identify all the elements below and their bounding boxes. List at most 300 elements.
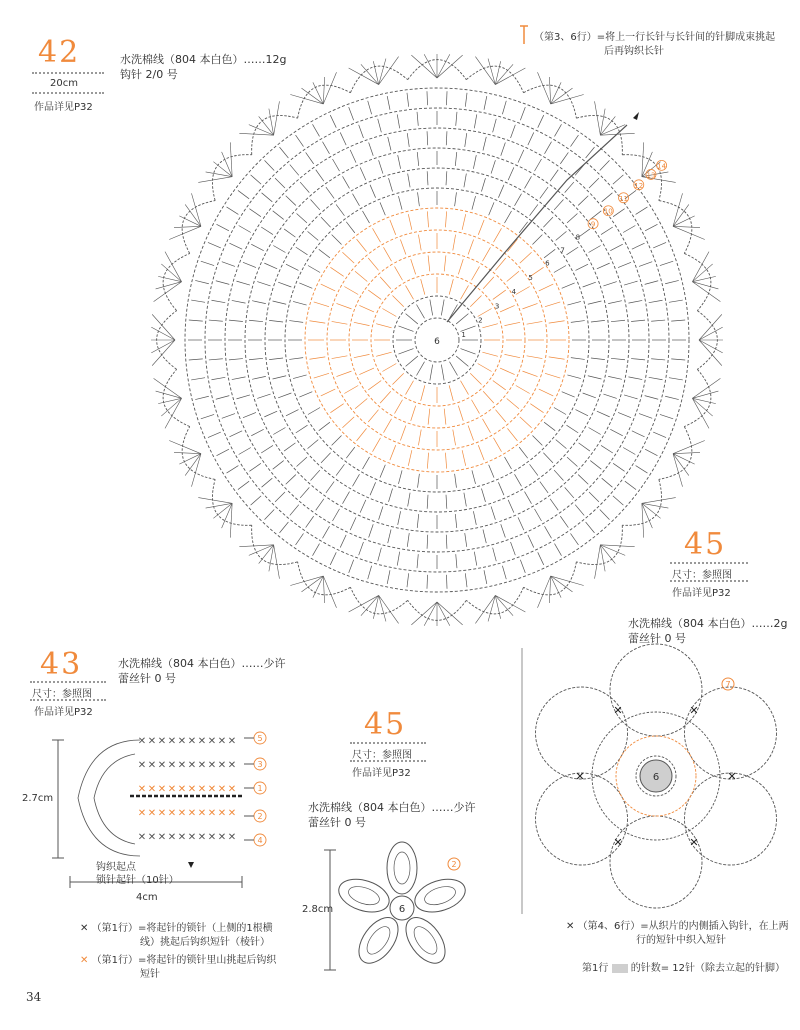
doily-stitch — [535, 509, 542, 521]
doily-stitch — [378, 548, 382, 562]
doily-stitch — [532, 435, 542, 445]
doily-stitch — [470, 295, 481, 306]
doily-stitch — [483, 419, 491, 433]
pattern-43-legend-2-text-1: （第1行）=将起针的锁针里山挑起后钩织 — [91, 955, 277, 966]
petal-inner — [394, 852, 410, 884]
doily-stitch — [583, 282, 596, 287]
single-crochet-stitch: ✕ — [137, 808, 147, 819]
doily-stitch — [511, 542, 516, 555]
doily-fan-stitch — [692, 391, 718, 398]
single-crochet-stitch: ✕ — [167, 736, 177, 747]
doily-stitch — [309, 321, 325, 323]
doily-stitch — [518, 517, 524, 530]
doily-stitch — [389, 178, 393, 191]
doily-row-number: 14 — [657, 162, 667, 171]
doily-start-arrow — [633, 112, 639, 120]
doily-stitch — [330, 552, 336, 565]
doily-stitch — [353, 474, 360, 486]
doily-stitch — [625, 481, 636, 489]
doily-fan-stitch — [551, 576, 573, 592]
doily-row-number: 5 — [528, 273, 533, 282]
doily-fan-stitch — [206, 503, 233, 508]
doily-stitch — [229, 320, 243, 321]
doily-stitch — [601, 227, 613, 235]
doily-stitch — [589, 178, 599, 188]
single-crochet-stitch: ✕ — [197, 736, 207, 747]
doily-fan-stitch — [475, 595, 495, 623]
doily-fan-stitch — [673, 226, 700, 227]
doily-stitch — [251, 175, 261, 184]
doily-stitch — [482, 352, 497, 356]
doily-stitch — [195, 280, 209, 283]
doily-stitch — [400, 426, 405, 441]
single-crochet-stitch: ✕ — [217, 784, 227, 795]
single-crochet-stitch: ✕ — [187, 784, 197, 795]
doily-stitch — [456, 314, 468, 324]
single-crochet-stitch: ✕ — [157, 736, 167, 747]
doily-stitch — [520, 252, 532, 263]
doily-stitch — [481, 488, 485, 501]
doily-stitch — [360, 167, 366, 180]
doily-stitch — [392, 295, 403, 306]
doily-stitch — [560, 516, 568, 527]
doily-fan-stitch — [424, 602, 437, 626]
doily-fan-stitch — [379, 57, 399, 85]
doily-fan-stitch — [673, 226, 705, 239]
doily-stitch — [330, 115, 336, 128]
doily-stitch — [505, 211, 512, 223]
doily-stitch — [462, 450, 466, 466]
doily-fan-stitch — [600, 545, 634, 547]
doily-stitch — [407, 533, 409, 547]
doily-stitch — [660, 261, 673, 265]
doily-stitch — [373, 438, 381, 452]
pattern-45-mid-material-hook: 蕾丝针 0 号 — [308, 816, 366, 829]
doily-fan-stitch — [165, 398, 182, 428]
doily-fan-stitch — [673, 216, 695, 226]
doily-stitch — [544, 422, 555, 431]
doily-stitch — [528, 132, 534, 145]
doily-fan-stitch — [551, 88, 573, 104]
doily-stitch — [209, 320, 223, 321]
doily-stitch — [511, 125, 516, 138]
doily-stitch — [450, 362, 458, 376]
doily-stitch — [441, 365, 444, 381]
doily-stitch — [408, 450, 412, 466]
doily-stitch — [299, 283, 312, 288]
petal-outline — [684, 687, 776, 779]
doily-stitch — [427, 91, 428, 105]
doily-stitch — [484, 96, 487, 110]
doily-stitch — [528, 535, 534, 548]
doily-stitch — [608, 301, 622, 304]
doily-stitch — [243, 262, 256, 267]
doily-fan-stitch — [411, 55, 437, 78]
pattern-42-note-line1: （第3、6行）=将上一行长针与长针间的针脚成束挑起 — [534, 32, 776, 43]
doily-stitch — [489, 202, 494, 215]
doily-stitch — [384, 419, 392, 433]
doily-stitch — [578, 475, 588, 485]
doily-stitch — [567, 457, 577, 466]
doily-fan-stitch — [692, 276, 715, 281]
doily-stitch — [407, 93, 409, 107]
doily-stitch — [613, 496, 623, 505]
doily-fan-stitch — [323, 576, 336, 608]
doily-fan-stitch — [239, 133, 273, 135]
single-crochet-stitch: ✕ — [217, 760, 227, 771]
doily-stitch — [311, 200, 320, 210]
doily-stitch — [590, 461, 601, 470]
doily-fan-stitch — [424, 54, 437, 78]
doily-stitch — [645, 449, 657, 456]
doily-stitch — [483, 247, 491, 261]
doily-row-number: 8 — [575, 233, 581, 242]
doily-stitch — [491, 160, 495, 173]
single-crochet-stitch: ✕ — [177, 784, 187, 795]
doily-fan-stitch — [692, 264, 712, 282]
doily-stitch — [418, 430, 421, 446]
doily-fan-stitch — [495, 64, 513, 84]
doily-stitch — [446, 171, 447, 185]
doily-stitch — [632, 431, 645, 437]
doily-row-number: 6 — [545, 259, 550, 268]
doily-stitch — [286, 475, 296, 485]
doily-stitch — [618, 262, 631, 267]
doily-stitch — [290, 165, 299, 176]
single-crochet-stitch: ✕ — [147, 808, 157, 819]
doily-stitch — [262, 193, 273, 202]
doily-stitch — [264, 411, 277, 417]
pattern-45-ref: 作品详见P32 — [672, 588, 731, 599]
doily-stitch — [501, 524, 506, 537]
doily-fan-stitch — [495, 595, 500, 618]
doily-stitch — [483, 530, 486, 544]
doily-stitch — [671, 359, 685, 360]
doily-stitch — [340, 132, 346, 145]
doily-row-number: 3 — [494, 302, 500, 311]
doily-stitch — [284, 229, 295, 237]
doily-fan-stitch — [642, 498, 676, 504]
single-crochet-stitch: ✕ — [187, 808, 197, 819]
doily-fan-stitch — [379, 595, 386, 621]
doily-stitch — [273, 211, 284, 220]
doily-stitch — [455, 152, 456, 166]
single-crochet-stitch: ✕ — [177, 760, 187, 771]
stitch-count-text: 的针数= 12针（除去立起的针脚） — [630, 963, 786, 974]
single-crochet-stitch: ✕ — [197, 784, 207, 795]
doily-stitch — [308, 231, 319, 240]
pattern-42-size: 20cm — [50, 78, 78, 89]
doily-stitch — [446, 131, 447, 145]
flower-row-label: 2 — [451, 860, 457, 869]
doily-stitch — [651, 359, 665, 360]
doily-stitch — [261, 227, 273, 235]
doily-stitch — [465, 533, 467, 547]
doily-stitch — [297, 457, 307, 466]
doily-fan-stitch — [323, 72, 336, 104]
doily-stitch — [610, 429, 622, 435]
doily-stitch — [265, 160, 275, 170]
single-crochet-stitch: ✕ — [137, 760, 147, 771]
doily-stitch — [273, 376, 287, 379]
doily-stitch — [500, 368, 515, 375]
doily-fan-stitch — [373, 61, 378, 84]
doily-stitch — [289, 321, 303, 323]
doily-fan-stitch — [692, 252, 709, 282]
doily-stitch — [275, 178, 285, 188]
pattern-43-height: 2.7cm — [22, 793, 54, 804]
doily-stitch — [406, 314, 418, 324]
doily-stitch — [600, 160, 610, 170]
doily-stitch — [462, 214, 466, 230]
doily-stitch — [495, 410, 505, 422]
doily-stitch — [189, 359, 203, 360]
doily-fan-stitch — [437, 602, 450, 626]
doily-stitch — [251, 496, 261, 505]
doily-fan-stitch — [495, 595, 525, 612]
doily-stitch — [539, 284, 553, 291]
doily-stitch — [342, 417, 354, 428]
doily-stitch — [261, 445, 273, 453]
pattern-43-width: 4cm — [136, 892, 158, 903]
doily-stitch — [464, 493, 466, 507]
doily-stitch — [278, 393, 291, 398]
doily-stitch — [519, 447, 528, 458]
page-number: 34 — [26, 990, 42, 1004]
doily-stitch — [306, 152, 314, 163]
doily-stitch — [316, 499, 324, 510]
doily-fan-stitch — [692, 378, 720, 398]
doily-stitch — [608, 376, 622, 379]
doily-stitch — [397, 552, 399, 566]
doily-stitch — [554, 408, 566, 415]
single-crochet-stitch: ✕ — [147, 832, 157, 843]
doily-stitch — [567, 301, 581, 305]
doily-stitch — [321, 284, 335, 291]
doily-stitch — [445, 453, 446, 469]
flower-center-label: 6 — [398, 904, 406, 915]
doily-stitch — [321, 453, 331, 463]
doily-fan-stitch — [437, 602, 463, 625]
doily-stitch — [332, 321, 348, 324]
doily-stitch — [308, 408, 320, 415]
doily-stitch — [257, 282, 270, 286]
single-crochet-stitch: ✕ — [157, 784, 167, 795]
doily-stitch — [428, 255, 430, 271]
doily-stitch — [567, 214, 577, 223]
pattern-45-divider-2 — [670, 580, 748, 582]
doily-stitch — [357, 239, 367, 252]
doily-stitch — [333, 509, 340, 521]
single-crochet-stitch: ✕ — [217, 808, 227, 819]
doily-stitch — [368, 290, 381, 299]
single-crochet-stitch: ✕ — [187, 832, 197, 843]
doily-stitch — [483, 391, 494, 403]
doily-stitch — [493, 119, 497, 133]
doily-stitch — [427, 535, 428, 549]
doily-stitch — [229, 243, 242, 249]
doily-stitch — [527, 321, 543, 324]
doily-stitch — [660, 414, 673, 418]
single-crochet-stitch: ✕ — [207, 784, 217, 795]
pattern-45-mid-ref: 作品详见P32 — [352, 768, 411, 779]
doily-stitch — [645, 224, 657, 231]
doily-stitch — [387, 570, 390, 584]
doily-fan-stitch — [290, 94, 323, 103]
doily-stitch — [567, 247, 579, 255]
doily-fan-stitch — [361, 64, 379, 84]
doily-stitch — [446, 495, 447, 509]
pattern-45-right-material-yarn: 水洗棉线（804 本白色）……2g — [628, 617, 788, 630]
pattern-42-note-line2: 后再钩织长针 — [604, 46, 664, 57]
pattern-45-right-legend-text-2: 行的短针中织入短针 — [636, 935, 726, 946]
doily-fan-stitch — [551, 94, 584, 103]
doily-fan-stitch — [185, 454, 201, 476]
doily-stitch — [527, 356, 543, 359]
doily-stitch — [336, 303, 351, 308]
doily-stitch — [332, 235, 342, 245]
doily-stitch — [376, 324, 391, 328]
doily-stitch — [417, 304, 425, 318]
doily-fan-stitch — [230, 503, 232, 537]
doily-stitch — [217, 224, 229, 231]
doily-fan-stitch — [206, 172, 233, 177]
doily-stitch — [427, 495, 428, 509]
doily-stitch — [600, 509, 610, 519]
doily-stitch — [628, 377, 642, 380]
doily-stitch — [540, 482, 548, 493]
doily-stitch — [565, 182, 574, 193]
doily-stitch — [545, 526, 552, 538]
doily-stitch — [549, 321, 565, 323]
doily-fan-stitch — [373, 595, 378, 618]
doily-fan-stitch — [301, 88, 323, 104]
doily-fan-stitch — [198, 498, 232, 504]
doily-stitch — [603, 282, 616, 286]
doily-fan-stitch — [323, 576, 324, 603]
doily-scallop — [466, 587, 523, 614]
pattern-43-row-label: 2 — [257, 812, 263, 821]
doily-stitch — [222, 414, 235, 419]
doily-stitch — [349, 560, 354, 573]
doily-stitch — [530, 464, 538, 475]
doily-stitch — [441, 300, 444, 316]
doily-stitch — [453, 430, 456, 446]
doily-stitch — [610, 244, 622, 250]
doily-stitch — [208, 432, 221, 437]
doily-stitch — [373, 228, 381, 242]
pattern-45-size: 尺寸：参照图 — [672, 570, 732, 581]
pattern-45-divider — [670, 562, 748, 564]
doily-fan-stitch — [642, 503, 661, 518]
single-crochet-stitch: ✕ — [217, 832, 227, 843]
doily-stitch — [296, 247, 308, 255]
doily-stitch — [493, 290, 506, 299]
doily-stitch — [501, 142, 506, 155]
doily-stitch — [346, 222, 355, 233]
doily-fan-stitch — [301, 576, 323, 592]
doily-stitch — [631, 320, 645, 321]
doily-fan-stitch — [154, 282, 182, 302]
doily-stitch — [280, 147, 289, 158]
doily-fan-stitch — [269, 545, 274, 572]
doily-stitch — [217, 449, 229, 456]
doily-stitch — [465, 133, 467, 147]
doily-stitch — [376, 352, 391, 356]
doily-stitch — [286, 264, 299, 270]
doily-fan-stitch — [249, 545, 274, 556]
doily-stitch — [669, 300, 683, 302]
doily-stitch — [299, 392, 312, 397]
doily-stitch — [390, 445, 396, 460]
doily-stitch — [357, 428, 367, 441]
single-crochet-stitch: ✕ — [207, 760, 217, 771]
doily-stitch — [458, 406, 463, 421]
doily-fan-stitch — [151, 340, 175, 353]
pattern-45-mid-material-yarn: 水洗棉线（804 本白色）……少许 — [308, 801, 476, 814]
doily-stitch — [446, 535, 447, 549]
doily-stitch — [191, 300, 205, 302]
doily-stitch — [269, 358, 283, 360]
doily-stitch — [427, 211, 428, 227]
doily-stitch — [632, 243, 645, 249]
doily-stitch — [570, 135, 578, 147]
doily-stitch — [379, 506, 383, 519]
doily-stitch — [369, 524, 374, 537]
doily-stitch — [455, 474, 457, 488]
doily-stitch — [507, 239, 517, 252]
doily-stitch — [252, 301, 266, 304]
doily-stitch — [665, 396, 679, 399]
doily-fan-stitch — [158, 276, 181, 281]
doily-stitch — [483, 137, 486, 151]
doily-stitch — [265, 509, 275, 519]
doily-fan-stitch — [259, 116, 274, 135]
doily-stitch — [464, 174, 466, 188]
single-crochet-stitch: ✕ — [217, 736, 227, 747]
single-crochet-bold-icon: ✕ — [80, 923, 89, 934]
doily-fan-stitch — [673, 452, 700, 453]
doily-stitch — [504, 322, 520, 325]
doily-fan-stitch — [551, 576, 561, 598]
doily-stitch — [406, 285, 414, 299]
single-crochet-stitch: ✕ — [227, 808, 237, 819]
doily-stitch — [411, 406, 416, 421]
insert-stitch-mark: ✕ — [689, 704, 699, 718]
doily-stitch — [576, 264, 589, 270]
single-crochet-stitch: ✕ — [197, 832, 207, 843]
doily-stitch — [326, 187, 334, 198]
doily-stitch — [502, 566, 506, 579]
doily-stitch — [579, 443, 590, 451]
doily-fan-stitch — [673, 454, 689, 476]
doily-stitch — [382, 364, 396, 372]
doily-stitch — [359, 542, 364, 555]
start-arrow-icon — [188, 862, 194, 868]
doily-stitch — [370, 482, 376, 495]
doily-stitch — [555, 544, 562, 556]
doily-stitch — [556, 440, 567, 449]
doily-stitch — [284, 443, 295, 451]
doily-stitch — [472, 266, 480, 280]
doily-scallop — [163, 369, 190, 426]
doily-stitch — [565, 487, 574, 498]
doily-stitch — [649, 377, 663, 379]
doily-stitch — [507, 428, 517, 441]
doily-stitch — [389, 488, 393, 501]
doily-stitch — [417, 554, 418, 568]
doily-stitch — [363, 211, 370, 223]
